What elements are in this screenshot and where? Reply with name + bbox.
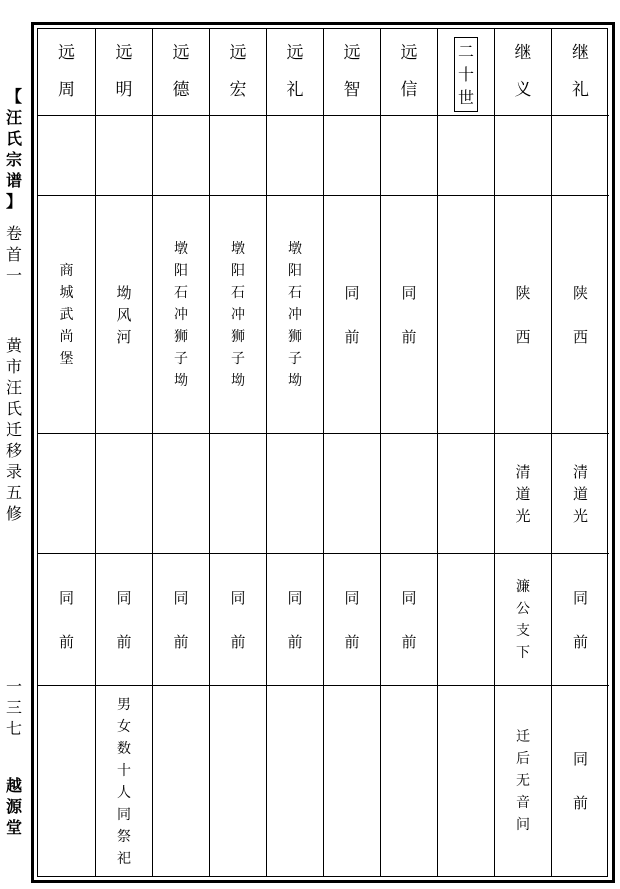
- cell-branch: [438, 553, 494, 685]
- cell-blank: [324, 115, 380, 195]
- cell-blank: [438, 115, 494, 195]
- table-column: [437, 29, 494, 876]
- origin-text: 商 城 武 尚 堡: [59, 262, 74, 367]
- name-text: 远 德: [172, 43, 190, 100]
- cell-origin: [267, 195, 323, 433]
- origin-text: 同 前: [344, 283, 360, 346]
- name-text: 二 十 世: [457, 42, 474, 107]
- note-text: 迁 后 无 音 问: [516, 729, 530, 833]
- cell-name: [552, 29, 609, 115]
- genealogy-title: 【 汪 氏 宗 谱 】: [5, 87, 22, 211]
- cell-blank: [210, 115, 266, 195]
- name-text: 远 信: [400, 43, 418, 100]
- note-text: 男 女 数 十 人 同 祭 祀: [117, 697, 131, 867]
- table-column: [152, 29, 209, 876]
- cell-name: [38, 29, 95, 115]
- volume-label: 卷 首 一: [5, 224, 22, 285]
- cell-name: [267, 29, 323, 115]
- name-text: 远 周: [58, 43, 75, 100]
- branch-text: 濂 公 支 下: [516, 578, 530, 661]
- branch-text: 同 前: [116, 588, 132, 651]
- branch-text: 同 前: [173, 588, 189, 651]
- generation-marker: [454, 37, 478, 112]
- cell-branch: [495, 553, 551, 685]
- table-column: [323, 29, 380, 876]
- table-column: [266, 29, 323, 876]
- cell-era: [38, 433, 95, 553]
- cell-note: [381, 685, 437, 876]
- cell-era: [381, 433, 437, 553]
- cell-branch: [96, 553, 152, 685]
- cell-era: [438, 433, 494, 553]
- era-text: 清 道 光: [572, 462, 588, 525]
- table-column: [494, 29, 551, 876]
- cell-blank: [381, 115, 437, 195]
- cell-branch: [381, 553, 437, 685]
- cell-blank: [495, 115, 551, 195]
- cell-name: [495, 29, 551, 115]
- page-margin: [0, 0, 30, 889]
- cell-branch: [38, 553, 95, 685]
- origin-text: 同 前: [401, 283, 417, 346]
- cell-note: [210, 685, 266, 876]
- cell-note: [267, 685, 323, 876]
- table-column: [38, 29, 95, 876]
- page-number: 一 三 七: [5, 677, 22, 738]
- cell-branch: [552, 553, 609, 685]
- table-column: [209, 29, 266, 876]
- cell-note: [552, 685, 609, 876]
- origin-text: 坳 风 河: [116, 283, 132, 346]
- name-text: 远 宏: [229, 43, 247, 100]
- cell-note: [324, 685, 380, 876]
- cell-note: [438, 685, 494, 876]
- cell-origin: [38, 195, 95, 433]
- cell-origin: [96, 195, 152, 433]
- origin-text: 陕 西: [572, 283, 588, 346]
- cell-note: [153, 685, 209, 876]
- origin-text: 墩 阳 石 冲 狮 子 坳: [231, 240, 245, 389]
- cell-era: [495, 433, 551, 553]
- name-text: 继 义: [514, 43, 532, 100]
- note-text: 同 前: [572, 750, 588, 812]
- cell-note: [96, 685, 152, 876]
- name-text: 远 智: [343, 43, 361, 100]
- cell-branch: [267, 553, 323, 685]
- cell-name: [438, 29, 494, 115]
- cell-name: [210, 29, 266, 115]
- branch-text: 同 前: [287, 588, 303, 651]
- origin-text: 墩 阳 石 冲 狮 子 坳: [174, 240, 188, 389]
- cell-era: [210, 433, 266, 553]
- cell-origin: [210, 195, 266, 433]
- cell-era: [153, 433, 209, 553]
- cell-note: [38, 685, 95, 876]
- branch-text: 同 前: [58, 588, 74, 651]
- name-text: 远 明: [115, 43, 133, 100]
- branch-text: 同 前: [230, 588, 246, 651]
- cell-note: [495, 685, 551, 876]
- branch-text: 同 前: [401, 588, 417, 651]
- cell-blank: [38, 115, 95, 195]
- book-label: 黄 市 汪 氏 迁 移 录 五 修: [5, 336, 22, 523]
- genealogy-table: [37, 28, 608, 877]
- table-column: [95, 29, 152, 876]
- cell-origin: [438, 195, 494, 433]
- cell-blank: [267, 115, 323, 195]
- cell-era: [267, 433, 323, 553]
- cell-blank: [552, 115, 609, 195]
- cell-era: [324, 433, 380, 553]
- table-column: [380, 29, 437, 876]
- cell-blank: [153, 115, 209, 195]
- cell-origin: [495, 195, 551, 433]
- cell-blank: [96, 115, 152, 195]
- cell-origin: [153, 195, 209, 433]
- cell-origin: [552, 195, 609, 433]
- cell-branch: [153, 553, 209, 685]
- cell-origin: [381, 195, 437, 433]
- era-text: 清 道 光: [515, 462, 531, 525]
- name-text: 继 礼: [572, 43, 589, 100]
- cell-branch: [324, 553, 380, 685]
- cell-name: [96, 29, 152, 115]
- cell-name: [324, 29, 380, 115]
- cell-era: [552, 433, 609, 553]
- cell-name: [153, 29, 209, 115]
- cell-name: [381, 29, 437, 115]
- cell-branch: [210, 553, 266, 685]
- origin-text: 墩 阳 石 冲 狮 子 坳: [288, 240, 302, 389]
- name-text: 远 礼: [286, 43, 304, 100]
- cell-era: [96, 433, 152, 553]
- table-column: [551, 29, 609, 876]
- branch-text: 同 前: [344, 588, 360, 651]
- cell-origin: [324, 195, 380, 433]
- hall-name: 越 源 堂: [5, 776, 22, 837]
- origin-text: 陕 西: [515, 283, 531, 346]
- branch-text: 同 前: [572, 588, 588, 651]
